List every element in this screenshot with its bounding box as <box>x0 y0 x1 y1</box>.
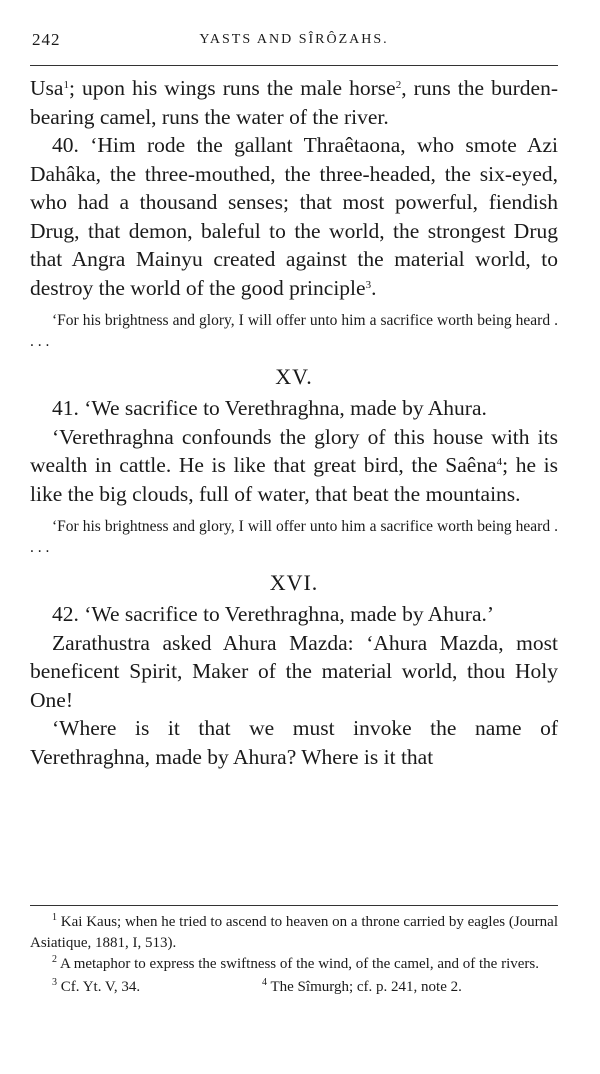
footnote-3 <box>30 977 262 998</box>
paragraph-41: 41. ‘We sacrifice to Verethraghna, made by Ahura. <box>52 396 487 420</box>
footnote-text: The Sîmurgh; cf. p. 241, note 2. <box>270 979 462 995</box>
page-number: 242 <box>32 30 61 49</box>
text-run: 40. ‘Him rode the gallant Thraêtaona, who smote Azi Dahâka, the three-mouthed, the three-headed, the six-eyed, who had a thousand senses; that most powerful, fiendish Drug, that demon, baleful to the world, the strongest Drug that Angra Mainyu created against the material world, to destroy the world of the good principle <box>30 133 558 300</box>
paragraph-42: 42. ‘We sacrifice to Verethraghna, made by Ahura.’ <box>52 602 495 626</box>
refrain-1: ‘For his brightness and glory, I will offer unto him a sacrifice worth being heard . . . . <box>30 312 558 350</box>
text-run: . <box>371 275 377 300</box>
footnote-text: A metaphor to express the swiftness of the wind, of the camel, and of the rivers. <box>59 956 539 972</box>
text-run: ‘Verethraghna confounds the glory of this house with its wealth in cattle. He is like that great bird, the Saêna <box>30 424 558 477</box>
paragraph-zarathustra: Zarathustra asked Ahura Mazda: ‘Ahura Mazda, most beneficent Spirit, Maker of the material world, thou Holy One! <box>30 630 558 712</box>
section-heading-xv: XV. <box>275 364 313 389</box>
footnote-4 <box>262 977 558 998</box>
footnote-1 <box>30 912 558 954</box>
footnotes <box>30 912 558 998</box>
footnote-mark: 4 <box>262 977 267 988</box>
paragraph-continuation <box>30 74 558 131</box>
refrain-2: ‘For his brightness and glory, I will offer unto him a sacrifice worth being heard . . . . <box>30 518 558 556</box>
paragraph-40 <box>30 131 558 302</box>
running-head <box>30 30 558 56</box>
text-run: , runs the burden-bearing camel, runs the water of the river. <box>30 76 559 129</box>
footnote-mark: 3 <box>52 977 57 988</box>
header-rule <box>30 65 558 66</box>
footnote-ref-4: 4 <box>496 456 503 468</box>
text-run: ; he is like the big clouds, full of water, that beat the mountains. <box>30 453 558 506</box>
text-run: ; upon his wings runs the male horse <box>68 76 396 100</box>
footnote-ref-3: 3 <box>365 278 372 291</box>
footnote-rule <box>30 905 558 906</box>
paragraph-where: ‘Where is it that we must invoke the name of Verethraghna, made by Ahura? Where is it that <box>30 716 558 769</box>
text-run: Usa <box>30 76 64 100</box>
footnote-mark: 1 <box>52 912 57 923</box>
footnote-2 <box>30 954 558 975</box>
running-title: YASTS AND SÎRÔZAHS. <box>199 32 389 47</box>
footnote-row <box>30 977 558 998</box>
section-heading-xvi: XVI. <box>269 570 319 595</box>
footnote-ref-1: 1 <box>63 79 69 91</box>
footnote-mark: 2 <box>52 954 57 965</box>
footnote-ref-2: 2 <box>395 79 402 91</box>
footnote-text: Cf. Yt. V, 34. <box>60 979 141 995</box>
footnote-text: Kai Kaus; when he tried to ascend to heaven on a throne carried by eagles (Journal Asiatique, 1881, I, 513). <box>30 914 559 951</box>
book-page <box>30 0 558 1074</box>
main-text <box>30 74 558 771</box>
paragraph-verethraghna <box>30 423 558 509</box>
